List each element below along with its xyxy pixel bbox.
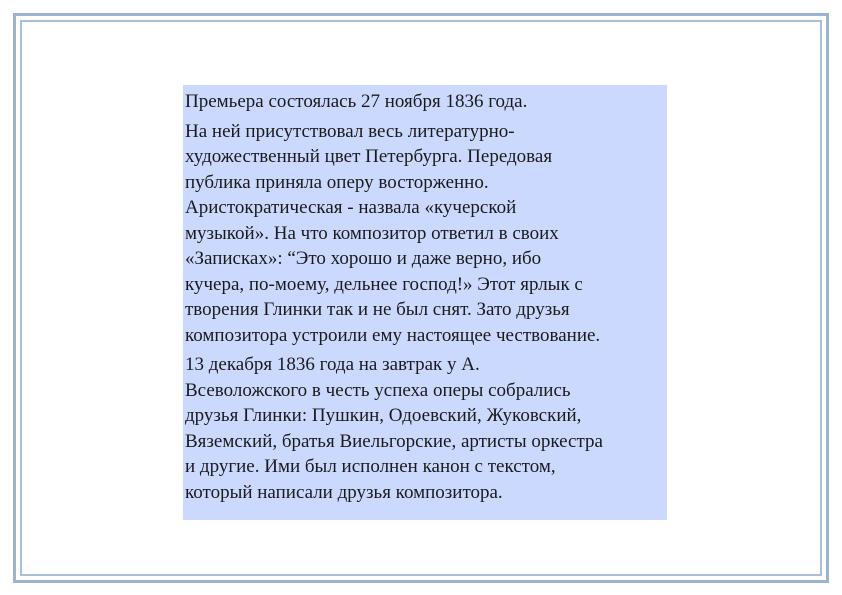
paragraph-celebration: 13 декабря 1836 года на завтрак у А. Всеволожского в честь успеха оперы собрались друзья Глинки: Пушкин, Одоевский, Жуковский, Вяземский, братья Виельгорские, артисты оркестра и другие. Ими был исполнен канон с текстом, который написали друзья композитора. [185, 354, 603, 503]
paragraph-reception: На ней присутствовал весь литературно- художественный цвет Петербурга. Передовая публика приняла оперу восторженно. Аристократическая - назвала «кучерской музыкой». На что композитор ответил в своих «Записках»: “Это хорошо и даже верно, ибо кучера, по-моему, дельнее господ!» Этот ярлык с творения Глинки так и не был снят. Зато друзья композитора устроили ему настоящее чествование. [185, 120, 601, 346]
paragraph-premiere: Премьера состоялась 27 ноября 1836 года. [185, 91, 528, 112]
text-box [183, 85, 667, 520]
